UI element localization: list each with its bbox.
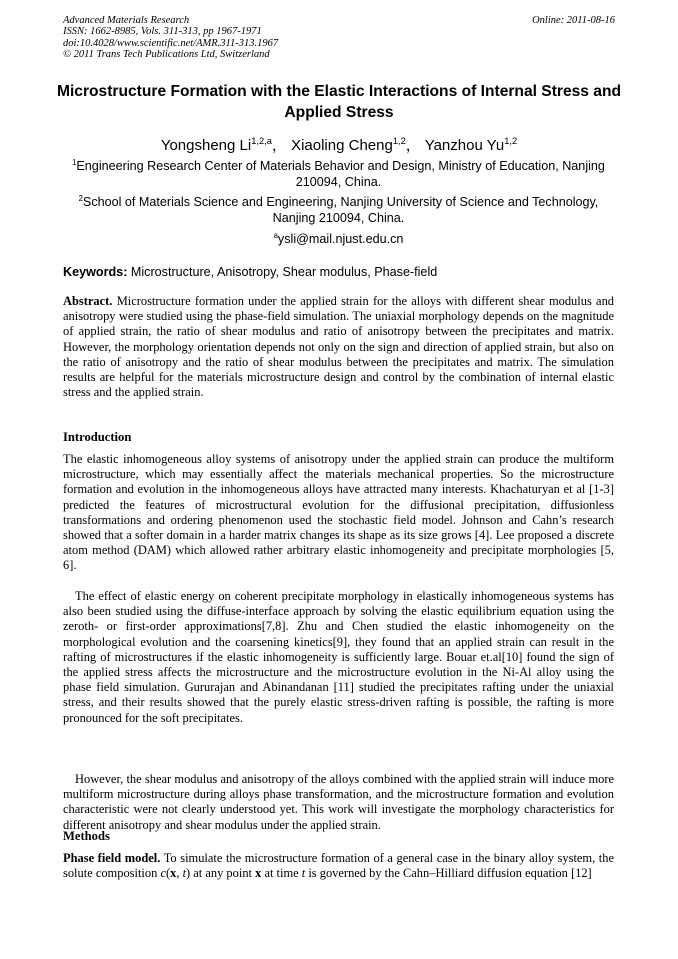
author-name: Yongsheng Li [160,137,252,154]
text: ) at any point [186,866,256,881]
text: at time [261,866,302,881]
author-affil: 1,2 [392,136,406,146]
abstract [63,294,614,400]
keywords [63,265,437,279]
text: is governed by the Cahn–Hilliard diffusion equation [12] [305,866,592,881]
text: , [176,866,183,881]
affil-number: 2 [78,193,83,203]
journal-header [63,15,278,60]
affil-number: 1 [72,157,77,167]
affil-text: Engineering Research Center of Materials Behavior and Design, Ministry of Education, Nanjing 210094, China. [76,159,605,189]
affiliation-1 [63,158,614,190]
text: ( [165,866,171,881]
copyright: © 2011 Trans Tech Publications Ltd, Switzerland [63,48,270,60]
online-date: Online: 2011-08-16 [532,15,615,26]
intro-paragraph-1: The elastic inhomogeneous alloy systems of anisotropy under the applied strain can produce the multiform microstructure, which may essentially affect the materials mechanical properties. So the microstructure formation and evolution in the inhomogeneous alloys have attracted many interests. Khachaturyan et al [1-3] predicted the features of microstructural evolution for the diffusional precipitation, diffusionless transformations and ordering phenomenon used the stochastic field model. Johnson and Cahn’s research showed that a softer domain in a harder matrix changes its shape as its size grows [4]. Lee proposed a discrete atom method (DAM) which allowed rather arbitrary elastic inhomogeneity and precipitate morphologies [5, 6]. [63,452,614,573]
math-var: t [182,866,187,881]
text: To simulate the microstructure formation of a general case in the binary alloy system, the solute composition [63,851,614,881]
email-text[interactable]: ysli@mail.njust.edu.cn [277,232,404,246]
email-marker: a [273,230,278,240]
math-var: c [160,866,166,881]
math-var: x [170,866,177,881]
affiliation-2 [63,194,614,226]
paper-title: Microstructure Formation with the Elastic Interactions of Internal Stress and Applied Stress [56,83,622,121]
section-heading-methods: Methods [63,829,110,843]
math-var: x [255,866,262,881]
subsection-label: Phase field model. [63,851,161,865]
author-name: Xiaoling Cheng [291,137,393,154]
keywords-label: Keywords: [63,265,128,279]
authors [40,134,638,155]
author-affil: 1,2 [504,136,518,146]
author-email [63,231,614,247]
intro-paragraph-2: The effect of elastic energy on coherent precipitate morphology in elastically inhomogeneous systems has also been studied using the diffuse-interface approach by solving the elastic equilibrium equation using the zeroth- or first-order approximations[7,8]. Zhu and Chen studied the elastic inhomogeneity on the morphological evolution and the coarsening kinetics[9], they found that an applied strain can result in the rafting of microstructures if the elastic inhomogeneity is sufficiently large. Bouar et.al[10] found the sign of the applied stress affects the microstructure and the microstructure evolution in the Ni-Al alloy using the phase field simulation. Gururajan and Abinandanan [11] studied the precipitates rafting under the uniaxial stress, and their results showed that the purely elastic stress-driven rafting is possible, the rafting is more pronounced for the soft precipitates. [63,589,614,725]
author-separator: ， [271,137,287,154]
author-affil: 1,2,a [251,136,272,146]
methods-paragraph [63,851,614,881]
abstract-text: Microstructure formation under the applied strain for the alloys with different shear modulus and anisotropy were studied using the phase-field simulation. The uniaxial morphology depends on the magnitude of applied strain, the ratio of shear modulus and ratio of anisotropy between the precipitates and matrix. However, the morphology orientation depends not only on the sign and direction of applied strain, but also on the ratio of anisotropy and the ratio of shear modulus between the precipitates and matrix. The simulation results are helpful for the materials microstructure design and control by the combination of internal elastic stress and the applied strain. [63,294,615,400]
affil-text: School of Materials Science and Engineering, Nanjing University of Science and Technology, Nanjing 210094, China. [82,195,599,225]
section-heading-introduction: Introduction [63,430,132,444]
journal-name: Advanced Materials Research [63,15,190,26]
keywords-text: Microstructure, Anisotropy, Shear modulus, Phase-field [130,265,438,279]
math-var: t [301,866,306,881]
intro-paragraph-3: However, the shear modulus and anisotropy of the alloys combined with the applied strain will induce more multiform microstructure during alloys phase transformation, and the microstructure formation and evolution characteristic were not clearly understood yet. This work will investigate the morphology characteristics for different anisotropy and shear modulus under the applied strain. [63,772,614,832]
doi: doi:10.4028/www.scientific.net/AMR.311-313.1967 [63,37,279,49]
author-separator: ， [405,137,421,154]
author-name: Yanzhou Yu [424,137,505,154]
abstract-label: Abstract. [63,294,113,308]
issn: ISSN: 1662-8985, Vols. 311-313, pp 1967-1971 [63,26,262,38]
